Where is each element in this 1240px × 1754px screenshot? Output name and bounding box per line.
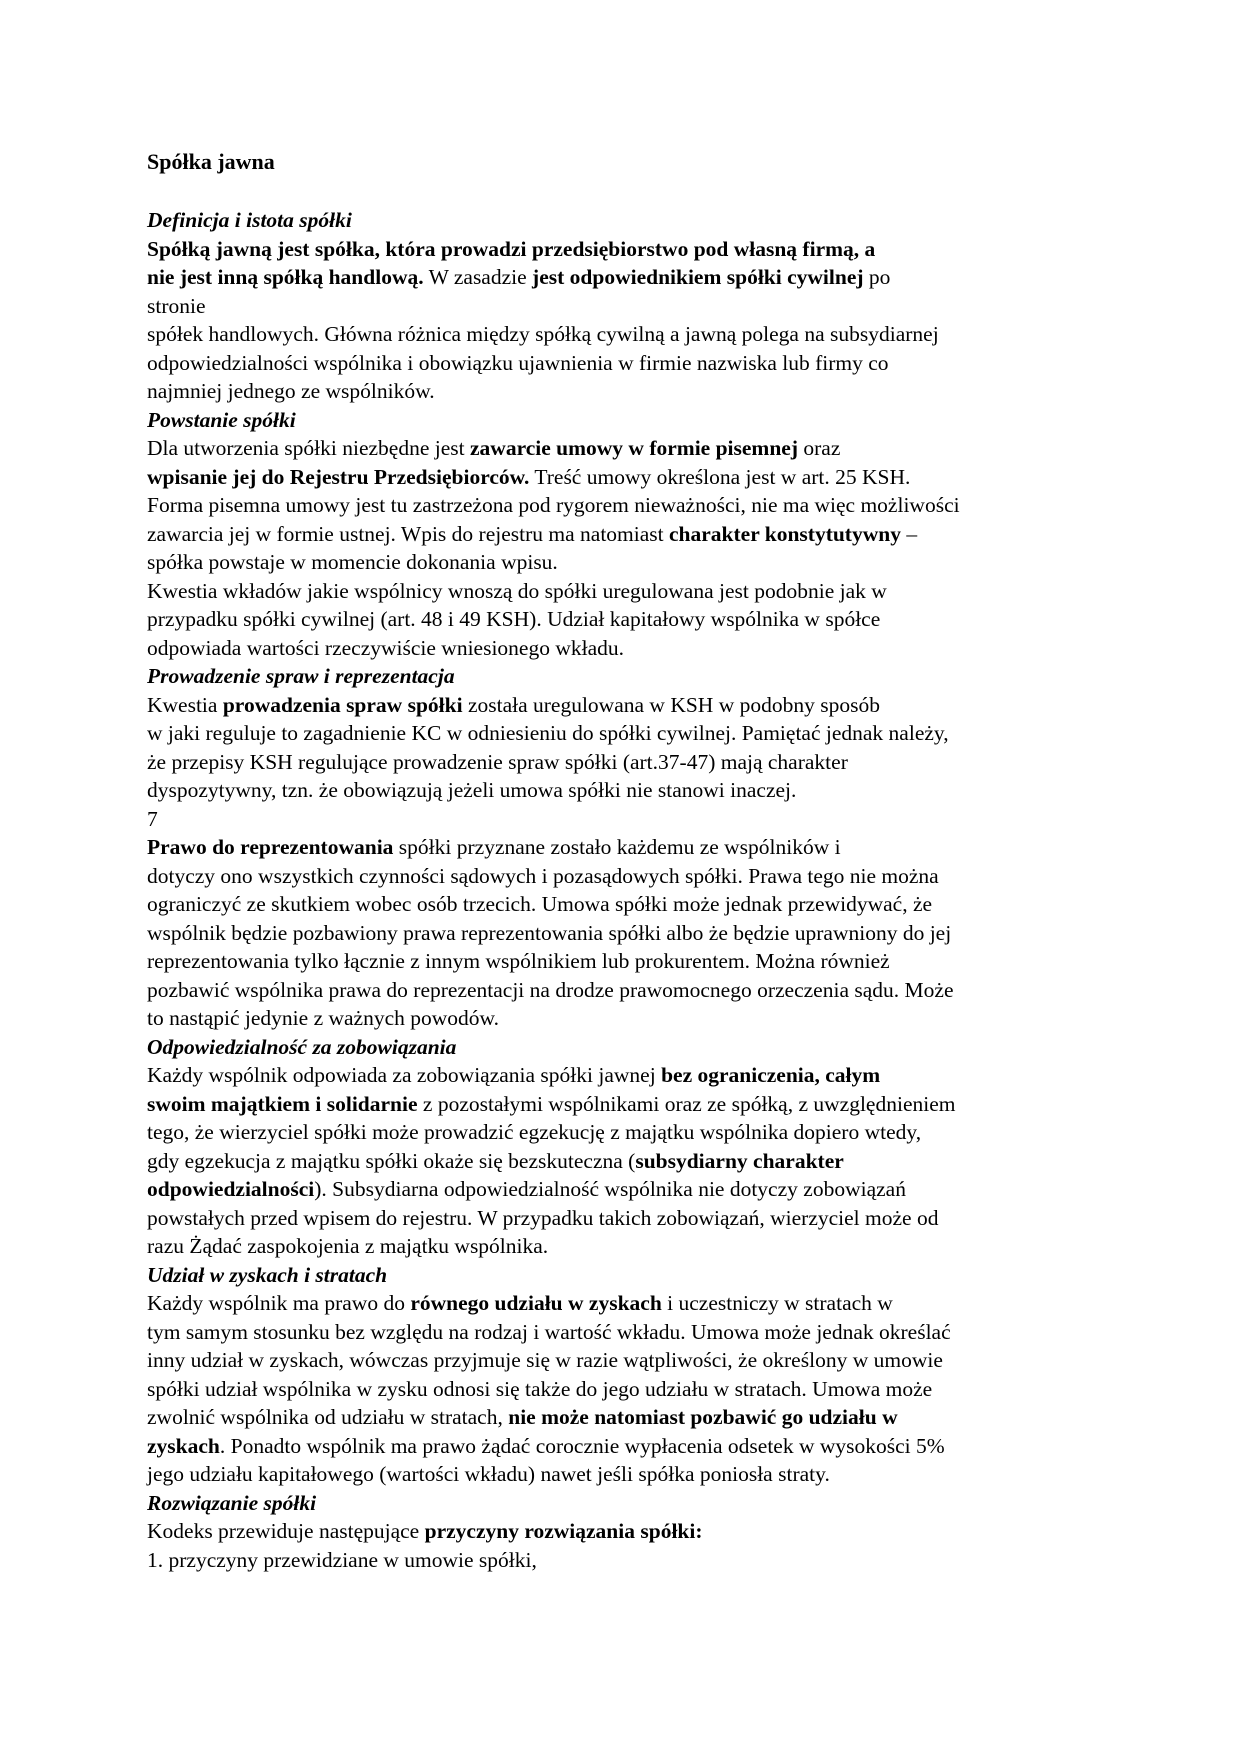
section-heading-rozwiazanie: Rozwiązanie spółki (147, 1490, 317, 1515)
paragraph-line: Prawo do reprezentowania spółki przyznane zostało każdemu ze wspólników i (147, 835, 841, 859)
paragraph-line: stronie (147, 293, 206, 318)
paragraph-line: gdy egzekucja z majątku spółki okaże się bezskuteczna (subsydiarny charakter (147, 1148, 844, 1173)
paragraph-line: Każdy wspólnik ma prawo do równego udziału w zyskach i uczestniczy w stratach w (147, 1291, 893, 1315)
paragraph-line: spółki udział wspólnika w zysku odnosi się także do jego udziału w stratach. Umowa może (147, 1376, 933, 1401)
paragraph-line: że przepisy KSH regulujące prowadzenie spraw spółki (art.37-47) mają charakter (147, 749, 848, 774)
paragraph-line: odpowiada wartości rzeczywiście wniesionego wkładu. (147, 635, 625, 660)
paragraph-line: swoim majątkiem i solidarnie z pozostałymi wspólnikami oraz ze spółką, z uwzględnieniem (147, 1091, 956, 1116)
paragraph-line: Spółką jawną jest spółka, która prowadzi przedsiębiorstwo pod własną firmą, a (147, 236, 876, 261)
paragraph-line: razu Żądać zaspokojenia z majątku wspólnika. (147, 1234, 549, 1258)
paragraph-line: nie jest inną spółką handlową. W zasadzie jest odpowiednikiem spółki cywilnej po (147, 265, 891, 289)
section-heading-udzial: Udział w zyskach i stratach (147, 1262, 388, 1287)
paragraph-line: spółka powstaje w momencie dokonania wpisu. (147, 550, 558, 574)
paragraph-line: odpowiedzialności wspólnika i obowiązku ujawnienia w firmie nazwiska lub firmy co (147, 350, 889, 375)
paragraph-line: ograniczyć ze skutkiem wobec osób trzecich. Umowa spółki może jednak przewidywać, że (147, 892, 933, 916)
paragraph-line: tego, że wierzyciel spółki może prowadzić egzekucję z majątku wspólnika dopiero wtedy, (147, 1120, 922, 1144)
list-item: 1. przyczyny przewidziane w umowie spółki, (147, 1547, 537, 1572)
paragraph-line: tym samym stosunku bez względu na rodzaj i wartość wkładu. Umowa może jednak określać (147, 1319, 951, 1344)
paragraph-line: powstałych przed wpisem do rejestru. W przypadku takich zobowiązań, wierzyciel może od (147, 1205, 939, 1230)
paragraph-line: spółek handlowych. Główna różnica między spółką cywilną a jawną polega na subsydiarnej (147, 322, 939, 346)
paragraph-line: jego udziału kapitałowego (wartości wkładu) nawet jeśli spółka poniosła straty. (147, 1462, 830, 1486)
paragraph-line: Każdy wspólnik odpowiada za zobowiązania spółki jawnej bez ograniczenia, całym (147, 1063, 881, 1087)
paragraph-line: pozbawić wspólnika prawa do reprezentacji na drodze prawomocnego orzeczenia sądu. Może (147, 977, 954, 1002)
paragraph-line: najmniej jednego ze wspólników. (147, 379, 435, 403)
paragraph-line: przypadku spółki cywilnej (art. 48 i 49 KSH). Udział kapitałowy wspólnika w spółce (147, 607, 881, 631)
paragraph-line: w jaki reguluje to zagadnienie KC w odniesieniu do spółki cywilnej. Pamiętać jednak należy, (147, 721, 949, 745)
document-body (147, 206, 1097, 1574)
paragraph-line: to nastąpić jedynie z ważnych powodów. (147, 1006, 500, 1030)
section-heading-prowadzenie: Prowadzenie spraw i reprezentacja (147, 664, 455, 688)
paragraph-line: Dla utworzenia spółki niezbędne jest zawarcie umowy w formie pisemnej oraz (147, 436, 841, 460)
paragraph-line: reprezentowania tylko łącznie z innym wspólnikiem lub prokurentem. Można również (147, 949, 890, 973)
paragraph-line: dyspozytywny, tzn. że obowiązują jeżeli umowa spółki nie stanowi inaczej. (147, 778, 797, 802)
paragraph-line: Kodeks przewiduje następujące przyczyny rozwiązania spółki: (147, 1519, 703, 1543)
paragraph-line: wspólnik będzie pozbawiony prawa reprezentowania spółki albo że będzie uprawniony do jej (147, 920, 952, 945)
paragraph-line: dotyczy ono wszystkich czynności sądowych i pozasądowych spółki. Prawa tego nie można (147, 863, 939, 888)
page-number: 7 (147, 806, 158, 831)
paragraph-line: zawarcia jej w formie ustnej. Wpis do rejestru ma natomiast charakter konstytutywny – (147, 521, 918, 546)
document-title: Spółka jawna (147, 149, 275, 174)
paragraph-line: inny udział w zyskach, wówczas przyjmuje się w razie wątpliwości, że określony w umowie (147, 1348, 943, 1372)
paragraph-line: wpisanie jej do Rejestru Przedsiębiorców. Treść umowy określona jest w art. 25 KSH. (147, 464, 911, 489)
section-heading-definicja: Definicja i istota spółki (147, 208, 352, 232)
paragraph-line: Kwestia prowadzenia spraw spółki została uregulowana w KSH w podobny sposób (147, 692, 880, 717)
section-heading-powstanie: Powstanie spółki (147, 407, 296, 432)
paragraph-line: zyskach. Ponadto wspólnik ma prawo żądać corocznie wypłacenia odsetek w wysokości 5% (147, 1433, 945, 1458)
section-heading-odpowiedzialnosc: Odpowiedzialność za zobowiązania (147, 1034, 457, 1059)
paragraph-line: Forma pisemna umowy jest tu zastrzeżona pod rygorem nieważności, nie ma więc możliwości (147, 493, 960, 517)
paragraph-line: Kwestia wkładów jakie wspólnicy wnoszą do spółki uregulowana jest podobnie jak w (147, 578, 887, 603)
paragraph-line: odpowiedzialności). Subsydiarna odpowiedzialność wspólnika nie dotyczy zobowiązań (147, 1177, 906, 1201)
paragraph-line: zwolnić wspólnika od udziału w stratach, nie może natomiast pozbawić go udziału w (147, 1405, 898, 1429)
